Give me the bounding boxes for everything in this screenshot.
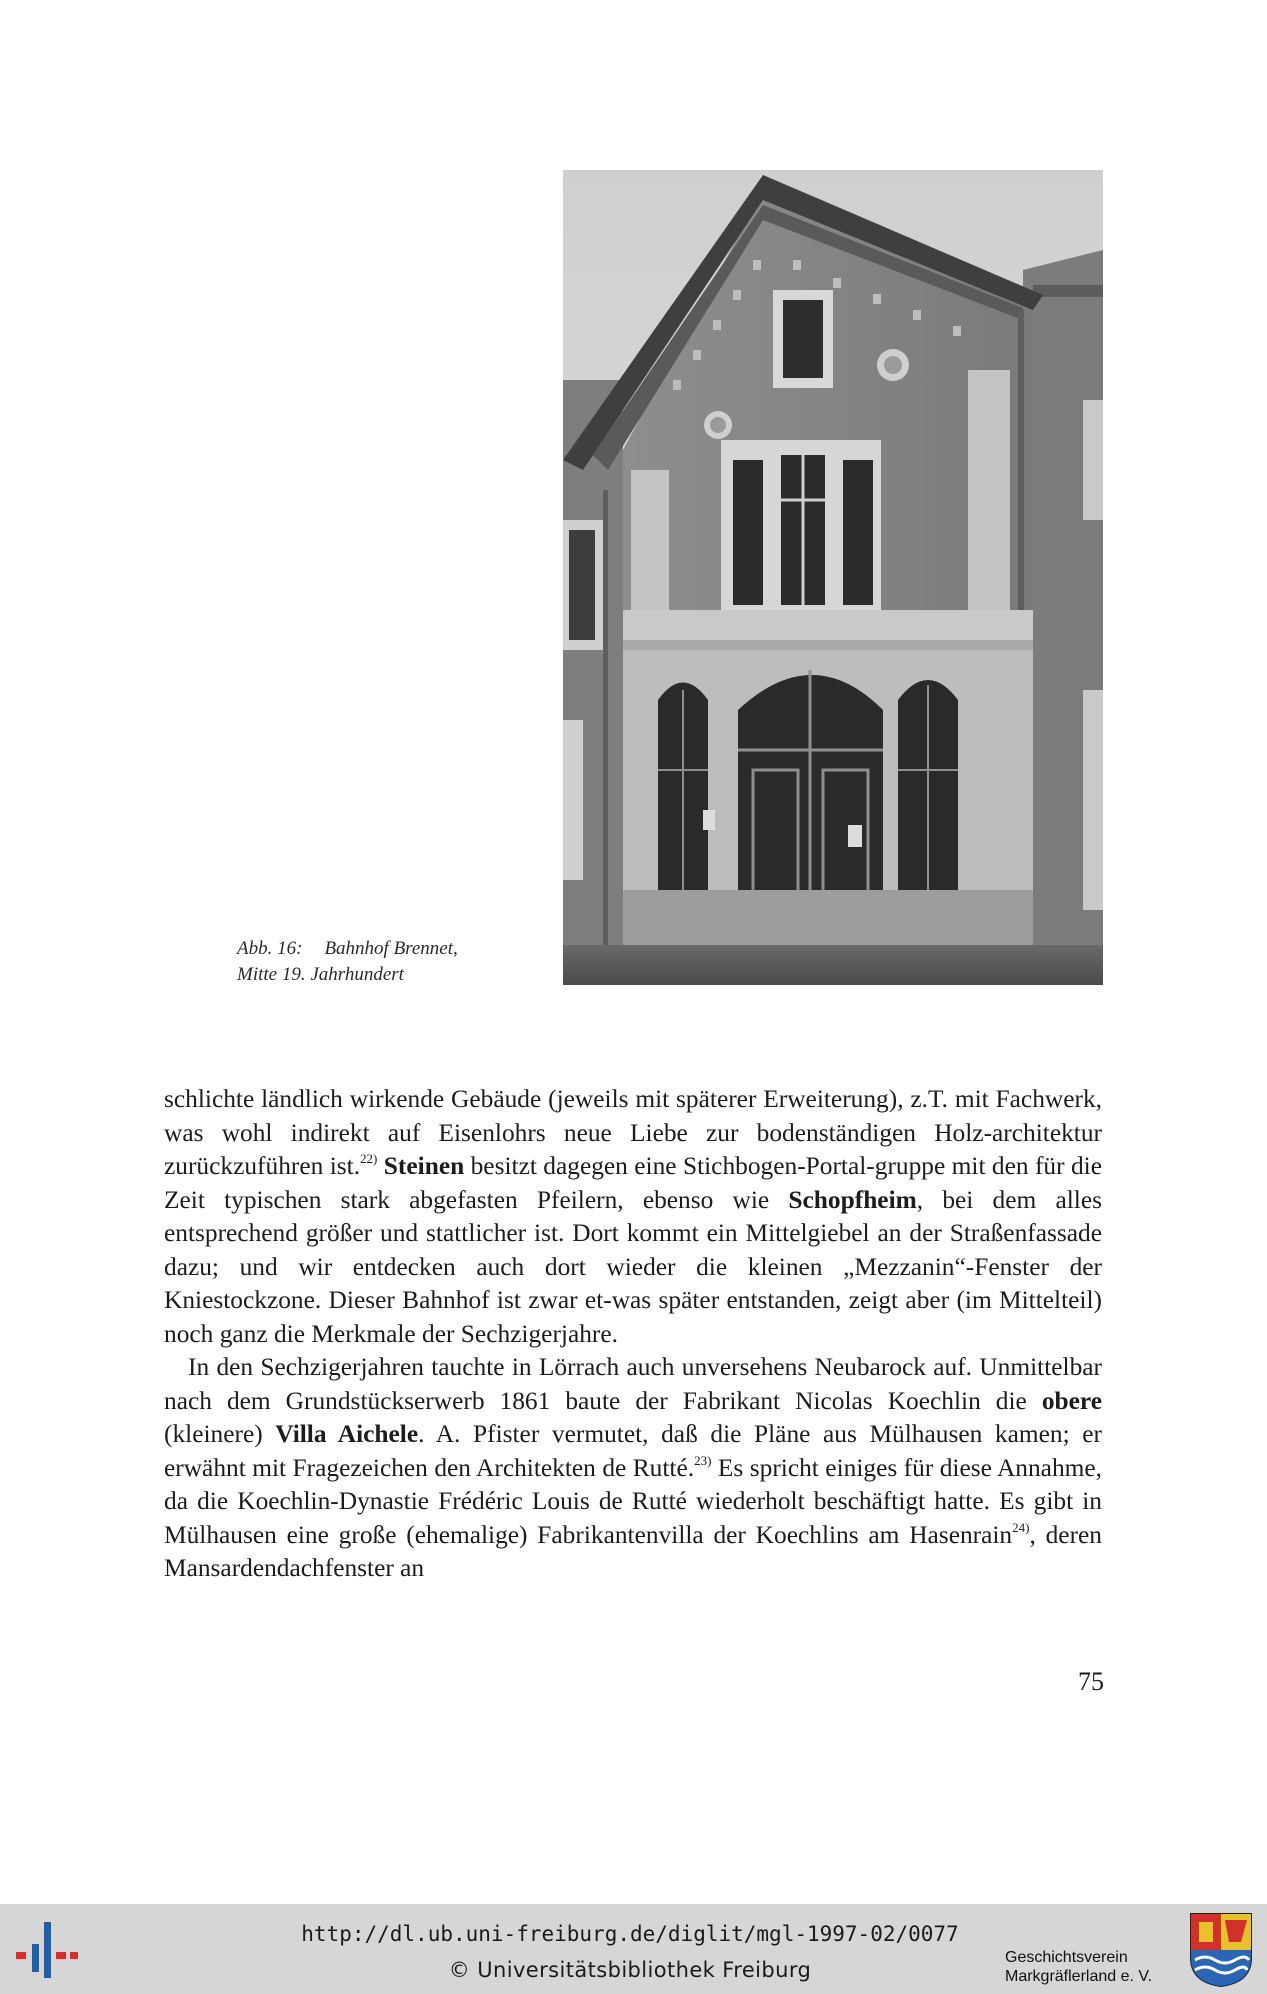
footnote-ref-23: 23): [694, 1452, 712, 1468]
copyright-text: © Universitätsbibliothek Freiburg: [448, 1958, 812, 1982]
term-villa-aichele: Villa Aichele: [275, 1420, 419, 1448]
p1-text-c: besitzt dagegen eine Stichbogen-Portal-gruppe mit den für die Zeit typischen stark abgefasten Pfeilern, ebenso wie: [164, 1152, 1102, 1214]
paragraph-1: [164, 1083, 1102, 1351]
term-obere: obere: [1041, 1386, 1102, 1415]
page-number: 75: [1078, 1667, 1104, 1696]
society-name-line-2: Markgräflerland e. V.: [1005, 1968, 1153, 1985]
paragraph-2: [164, 1351, 1102, 1586]
body-text: [164, 1083, 1102, 1586]
document-url-link[interactable]: http://dl.ub.uni-freiburg.de/diglit/mgl-1997-02/0077: [301, 1922, 959, 1946]
place-name-steinen: Steinen: [383, 1152, 465, 1180]
footer-bar: [0, 1904, 1267, 1994]
p2-text-e: . A. Pfister vermutet, daß die Pläne aus Mülhausen kamen; er erwähnt mit Fragezeichen den Architekten de Rutté.: [164, 1420, 1102, 1482]
ub-freiburg-logo-icon: [14, 1918, 80, 1980]
p1-text-e: , bei dem alles entsprechend größer und stattlicher ist. Dort kommt ein Mittelgiebel an der Straßenfassade dazu; und wir entdecken auch dort wieder die kleinen „Mezzanin“-Fenster der Kniestockzone. Dieser Bahnhof ist zwar et-was später entstanden, zeigt aber (im Mittelteil) noch ganz die Merkmale der Sechzigerjahre.: [164, 1185, 1103, 1348]
p1-text-a: schlichte ländlich wirkende Gebäude (jeweils mit späterer Erweiterung), z.T. mit Fachwerk, was wohl indirekt auf Eisenlohrs neue Liebe zur bodenständigen Holz-architektur zurückzuführen ist.: [164, 1085, 1102, 1180]
caption-line-2: Mitte 19. Jahrhundert: [237, 964, 404, 985]
society-name-line-1: Geschichtsverein: [1005, 1949, 1128, 1966]
caption-number: Abb. 16:: [237, 938, 303, 959]
society-name: [1005, 1948, 1185, 1986]
p2-text-a: In den Sechzigerjahren tauchte in Lörrach auch unversehens Neubarock auf. Unmittelbar nach dem Grundstückserwerb 1861 baute der Fabrikant Nicolas Koechlin die: [164, 1353, 1102, 1415]
footnote-ref-24: 24): [1012, 1519, 1030, 1535]
p2-text-g: , deren Mansardendachfenster an: [164, 1520, 1102, 1582]
p2-text-f: Es spricht einiges für diese Annahme, da die Koechlin-Dynastie Frédéric Louis de Rutté wiederholt beschäftigt hatte. Es gibt in Mülhausen eine große (ehemalige) Fabrikantenvilla der Koechlins am Hasenrain: [164, 1453, 1103, 1549]
place-name-schopfheim: Schopfheim: [788, 1185, 917, 1214]
caption-line-1: Bahnhof Brennet,: [324, 938, 458, 959]
figure-caption: [237, 936, 557, 988]
coat-of-arms-icon: [1189, 1912, 1253, 1988]
p2-text-c: (kleinere): [164, 1420, 276, 1448]
footnote-ref-22: 22): [360, 1151, 378, 1166]
station-building-photo: [563, 170, 1103, 985]
station-building-illustration: [563, 170, 1103, 985]
